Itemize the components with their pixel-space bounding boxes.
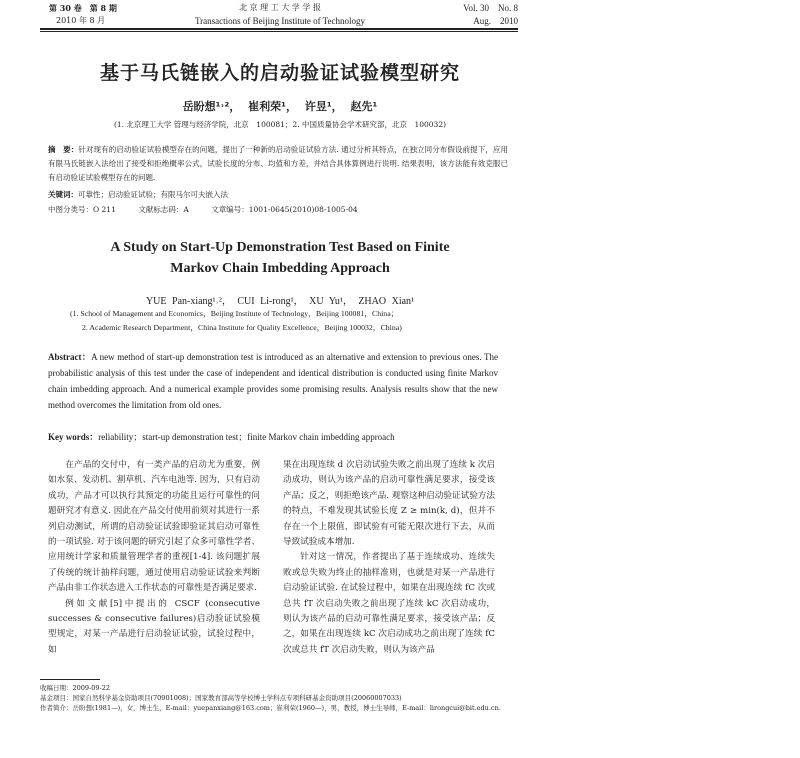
keywords-en-label: Key words： (48, 432, 99, 442)
paper-title-en-line2: Markov Chain Imbedding Approach (170, 261, 390, 276)
body-column-left (48, 458, 260, 658)
paper-title-en (40, 237, 520, 279)
abstract-cn-text: 针对现有的启动验证试验模型存在的问题，提出了一种新的启动验证试验方法. 通过分析其特点，在独立同分布假设前提下，应用有限马氏链嵌入法给出了接受和拒绝概率公式，试验长度的分布、均值和方差，并结合具体算例进行说明. 结果表明，该方法能有效克服已有启动验证试验模型存在的问题. (48, 145, 509, 182)
classification-line: 中图分类号：O 211 文献标志码：A 文章编号：1001-0645(2010)08-1005-04 (48, 205, 358, 214)
affiliation-en-line1: (1. School of Management and Economics，Beijing Institute of Technology，Beijing 100081，China； (70, 309, 399, 318)
authors-en: YUE Pan-xiang¹˒²， CUI Li-rong¹， XU Yu¹， ZHAO Xian¹ (145, 296, 415, 307)
affiliation-cn: (1. 北京理工大学 管理与经济学院，北京 100081；2. 中国质量协会学术研究部，北京 100032) (113, 120, 447, 129)
header-rule (40, 28, 518, 30)
paper-title-en-line1: A Study on Start-Up Demonstration Test Based on Finite (110, 240, 450, 255)
keywords-cn-text: 可靠性；启动验证试验；有限马尔可夫嵌入法 (78, 190, 228, 199)
header-journal-en: Transactions of Beijing Institute of Technology (194, 16, 366, 26)
abstract-en-text: A new method of start-up demonstration test is introduced as an alternative and extension to previous ones. The probabilistic analysis of this test under the case of independent and identical distribution is conducted using finite Markov chain imbedding approach. And a numerical example provides some promising results. Analysis results show that the new method overcomes the limitation from old ones. (48, 352, 498, 410)
footnote-received: 收稿日期：2009-09-22 (40, 684, 110, 692)
paper-title-cn: 基于马氏链嵌入的启动验证试验模型研究 (99, 62, 460, 84)
keywords-en (48, 430, 395, 443)
body-right-paragraph-2: 针对这一情况，作者提出了基于连续成功、连续失败或总失败为终止的抽样准则，也就是对某一产品进行启动验证试验. 在试验过程中，如果在出现连续 fC 次或总共 fT 次启动失败之前出现了连续 kC 次启动成功，则认为该产品的启动可靠性满足要求，接受该产品；反之，如果在出现连续 kC 次启动成功之前出现了连续 fC 次或总共 fT 次启动失败，则认为该产品 (283, 552, 495, 655)
header-volume-en: Vol. 30 No. 8 (463, 3, 518, 13)
header-journal-cn: 北 京 理 工 大 学 学 报 (239, 3, 321, 12)
body-column-right (283, 458, 495, 658)
body-left-paragraph-2: 例如文献[5]中提出的 CSCF (consecutive successes & consecutive failures)启动验证试验模型规定，对某一产品进行启动验证试验，试验过程中，如 (48, 598, 260, 655)
body-right-paragraph-1: 果在出现连续 d 次启动试验失败之前出现了连续 k 次启动成功，则认为该产品的启动可靠性满足要求，接受该产品；反之，则拒绝该产品. 观察这种启动验证试验方法的特点，不难发现其试验长度 Z ≥ min(k, d)，但并不存在一个上限值，即试验有可能无限次进行下去，从而导致试验成本增加. (283, 460, 495, 548)
keywords-en-text: reliability；start-up demonstration test；finite Markov chain imbedding approach (98, 432, 395, 442)
header-rule-thin (40, 31, 518, 32)
abstract-cn (48, 143, 508, 185)
authors-cn: 岳盼想¹˒²， 崔利荣¹， 许昱¹， 赵先¹ (182, 100, 378, 113)
abstract-cn-label: 摘 要： (48, 145, 79, 154)
footnote-rule (40, 679, 100, 680)
header-date-cn: 2010 年 8 月 (56, 16, 106, 25)
abstract-en (48, 349, 498, 413)
header-date-en: Aug. 2010 (473, 16, 518, 26)
abstract-en-label: Abstract： (48, 352, 92, 362)
affiliation-en-line2: 2. Academic Research Department，China Institute for Quality Excellence，Beijing 100032，China) (82, 323, 402, 332)
body-left-paragraph-1: 在产品的交付中，有一类产品的启动尤为重要，例如水泵、发动机、割草机、汽车电池等. 因为，只有启动成功，产品才可以执行其预定的功能且运行可靠性的问题研究才有意义. 因此在产品交付使用前须对其进行一系列启动测试，所谓的启动验证试验即验证其启动可靠性的一项试验. 对于该问题的研究引起了众多可靠性学者、应用统计学家和质量管理学者的重视[1-4]. 该问题扩展了传统的统计抽样问题，通过使用启动验证试验来判断产品由非工作状态进入工作状态的可靠性是否满足要求. (48, 460, 260, 594)
footnote-funding: 基金项目：国家自然科学基金资助项目(70901008)；国家教育部高等学校博士学科点专项科研基金资助项目(20060007033) (40, 694, 402, 702)
footnote-bio: 作者简介：岳盼想(1981—)，女，博士生，E-mail：yuepanxiang@163.com；崔利荣(1960—)，男，教授，博士生导师，E-mail：lirongcui@bit.edu.cn. (40, 704, 501, 712)
header-volume: 第 30 卷 第 8 期 (49, 3, 117, 13)
keywords-cn-label: 关键词： (48, 190, 78, 199)
keywords-cn (48, 189, 228, 201)
footnotes (40, 683, 518, 713)
